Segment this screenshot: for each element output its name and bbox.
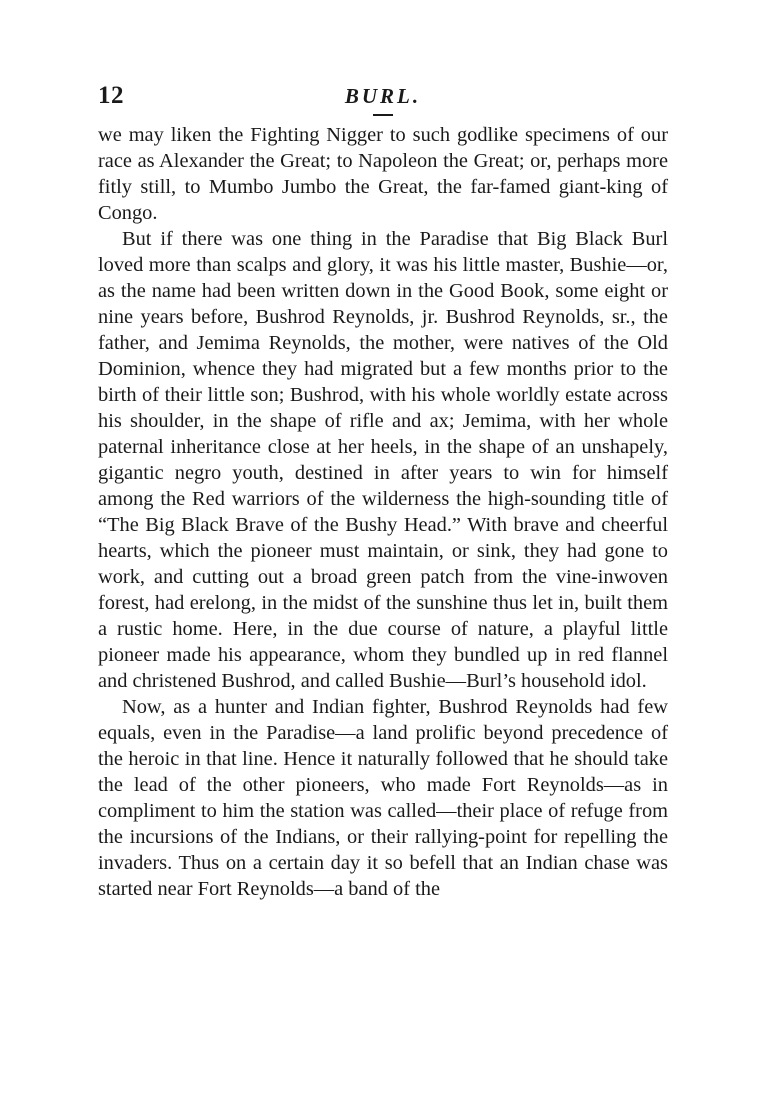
- paragraph-bushie: But if there was one thing in the Paradise that Big Black Burl loved more than scalps and glory, it was his little master, Bushie—or, as the name had been written down in the Good Book, some eight or nine years before, Bushrod Reynolds, jr. Bushrod Reynolds, sr., the father, and Jemima Reynolds, the mother, were natives of the Old Dominion, whence they had migrated but a few months prior to the birth of their little son; Bushrod, with his whole worldly estate across his shoulder, in the shape of rifle and ax; Jemima, with her whole paternal inheritance close at her heels, in the shape of an unshapely, gigantic negro youth, destined in after years to win for himself among the Red warriors of the wilderness the high-sounding title of “The Big Black Brave of the Bushy Head.” With brave and cheerful hearts, which the pioneer must maintain, or sink, they had gone to work, and cutting out a broad green patch from the vine-inwoven forest, had erelong, in the midst of the sunshine thus let in, built them a rustic home. Here, in the due course of nature, a playful little pioneer made his appearance, whom they bundled up in red flannel and christened Bushrod, and called Bushie—Burl’s household idol.: [98, 228, 668, 692]
- paragraph-continued: we may liken the Fighting Nigger to such godlike specimens of our race as Alexander the Great; to Napoleon the Great; or, perhaps more fitly still, to Mumbo Jumbo the Great, the far-famed giant-king of Congo.: [98, 124, 668, 224]
- head-rule: [373, 114, 393, 116]
- running-head: [98, 78, 668, 118]
- paragraph-fort-reynolds: Now, as a hunter and Indian fighter, Bushrod Reynolds had few equals, even in the Paradise—a land prolific beyond precedence of the heroic in that line. Hence it naturally followed that he should take the lead of the other pioneers, who made Fort Reynolds—as in compliment to him the station was called—their place of refuge from the incursions of the Indians, or their rallying-point for repelling the invaders. Thus on a certain day it so befell that an Indian chase was started near Fort Reynolds—a band of the: [98, 696, 668, 900]
- body-text: [98, 122, 668, 902]
- page-number: 12: [98, 82, 124, 109]
- book-page: [98, 78, 668, 902]
- running-title: BURL.: [344, 84, 422, 108]
